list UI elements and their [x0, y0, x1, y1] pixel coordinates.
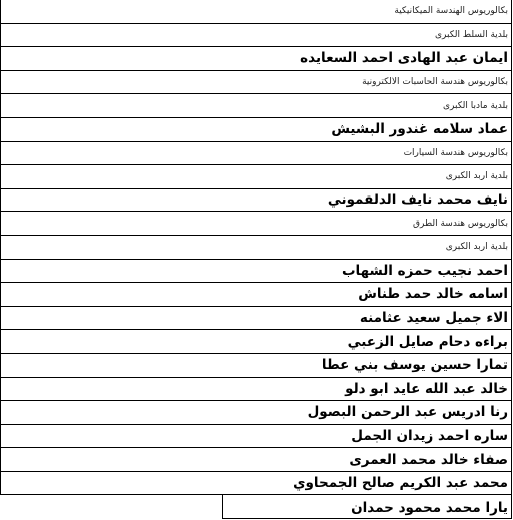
row-text: تمارا حسين يوسف بني عطا — [321, 357, 508, 374]
row-text: الاء جميل سعيد عثامنه — [359, 310, 508, 327]
row-text: محمد عبد الكريم صالح الجمحاوي — [293, 475, 508, 492]
row-text: بكالوريوس الهندسة الميكانيكية — [394, 6, 508, 17]
table-row — [0, 118, 512, 142]
row-text: صفاء خالد محمد العمرى — [349, 451, 508, 468]
row-text: بلدية اربد الكبرى — [445, 171, 508, 182]
table-row — [0, 47, 512, 71]
table-row — [0, 71, 512, 95]
row-text: اسامه خالد حمد طناش — [358, 286, 508, 303]
table-row — [0, 212, 512, 236]
table-row — [0, 0, 512, 24]
table-row — [0, 425, 512, 449]
row-text: يارا محمد محمود حمدان — [351, 499, 508, 516]
table-row — [0, 142, 512, 166]
row-text: ساره احمد زيدان الجمل — [351, 427, 508, 444]
table-row — [0, 165, 512, 189]
table-row — [0, 236, 512, 260]
table-row — [0, 260, 512, 284]
table-row — [0, 283, 512, 307]
row-text: ايمان عبد الهادى احمد السعايده — [300, 50, 508, 67]
table-row — [0, 378, 512, 402]
table-row — [0, 330, 512, 354]
row-text: بلدية اربد الكبرى — [445, 242, 508, 253]
row-text: احمد نجيب حمزه الشهاب — [341, 262, 508, 279]
table-row — [222, 495, 512, 519]
table-row — [0, 189, 512, 213]
table-row — [0, 354, 512, 378]
table-row — [0, 94, 512, 118]
table-row — [0, 448, 512, 472]
table-row — [0, 401, 512, 425]
row-text: بلدية السلط الكبرى — [435, 29, 508, 40]
row-text: رنا ادريس عبد الرحمن البصول — [307, 404, 508, 421]
row-text: عماد سلامه غندور البشيش — [331, 121, 508, 138]
row-text: بلدية مادبا الكبرى — [442, 100, 508, 111]
table-row — [0, 472, 512, 496]
row-text: براءه دحام صايل الزعبي — [347, 333, 508, 350]
table-row — [0, 24, 512, 48]
table-row — [0, 307, 512, 331]
row-text: بكالوريوس هندسة الطرق — [413, 218, 508, 229]
row-text: بكالوريوس هندسة السيارات — [403, 147, 508, 158]
row-text: بكالوريوس هندسة الحاسبات الالكترونية — [362, 77, 508, 88]
row-text: نايف محمد نايف الدلقموني — [327, 192, 508, 209]
row-text: خالد عبد الله عايد ابو دلو — [345, 380, 508, 397]
